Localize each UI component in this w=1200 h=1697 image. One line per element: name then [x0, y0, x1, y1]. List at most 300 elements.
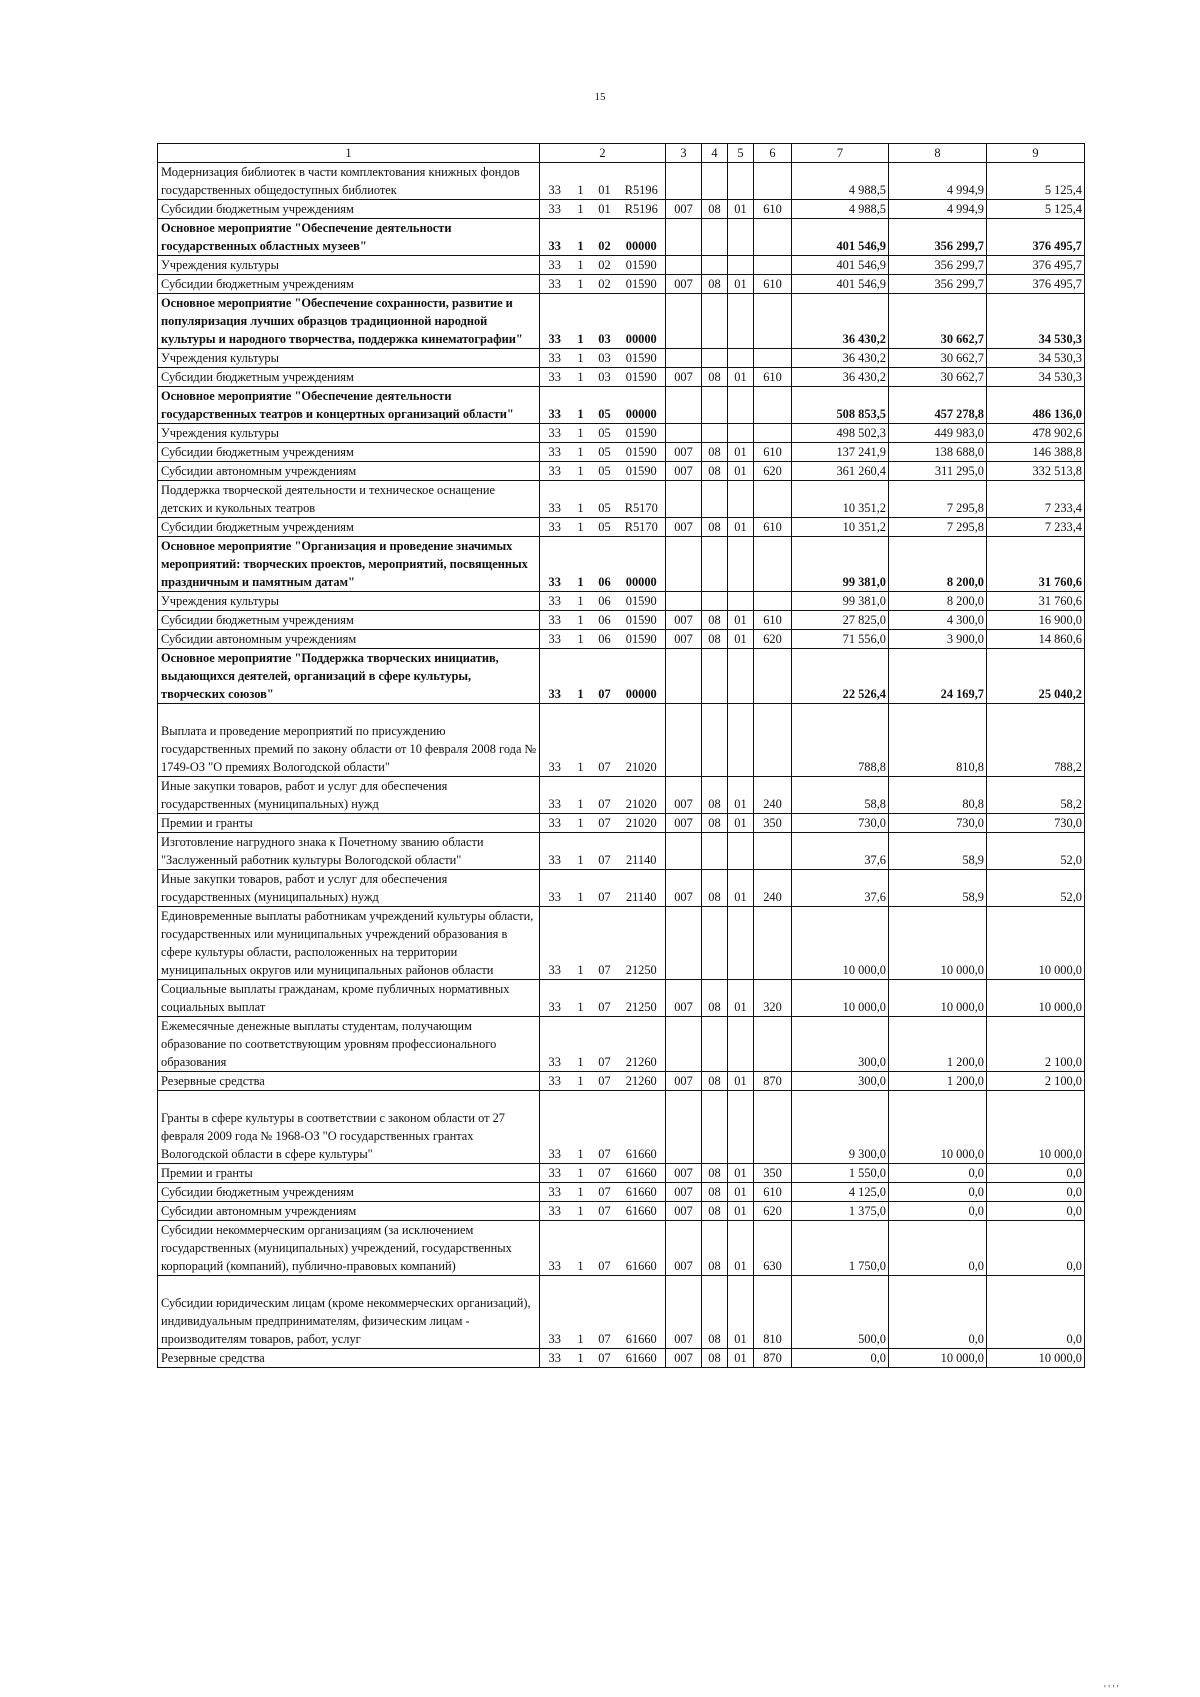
row-code-4: 61660: [618, 1183, 666, 1202]
row-class-3: [728, 592, 754, 611]
row-code-4: 01590: [618, 424, 666, 443]
row-amount-3: 478 902,6: [987, 424, 1085, 443]
row-class-2: [702, 219, 728, 256]
row-code-1: 33: [540, 256, 570, 275]
row-class-4: [754, 833, 792, 870]
row-class-1: [666, 219, 702, 256]
row-class-2: 08: [702, 275, 728, 294]
row-class-3: [728, 704, 754, 777]
row-class-1: 007: [666, 1183, 702, 1202]
row-code-1: 33: [540, 1202, 570, 1221]
row-code-3: 07: [592, 777, 618, 814]
row-amount-3: 10 000,0: [987, 1349, 1085, 1368]
row-code-4: 21020: [618, 704, 666, 777]
row-amount-2: 30 662,7: [889, 368, 987, 387]
row-code-2: 1: [570, 219, 592, 256]
table-row: [158, 349, 1085, 368]
row-amount-3: 34 530,3: [987, 349, 1085, 368]
row-code-2: 1: [570, 294, 592, 349]
row-class-1: 007: [666, 980, 702, 1017]
row-class-1: [666, 349, 702, 368]
row-class-4: [754, 592, 792, 611]
table-row: [158, 649, 1085, 704]
row-code-2: 1: [570, 200, 592, 219]
row-code-3: 07: [592, 1202, 618, 1221]
row-name: Основное мероприятие "Организация и проведение значимых мероприятий: творческих проектов, мероприятий, посвященных праздничным и памятным датам": [158, 537, 540, 592]
row-class-4: [754, 537, 792, 592]
row-code-2: 1: [570, 814, 592, 833]
row-class-3: [728, 481, 754, 518]
row-code-1: 33: [540, 163, 570, 200]
row-class-3: [728, 294, 754, 349]
row-amount-3: 7 233,4: [987, 518, 1085, 537]
row-amount-1: 99 381,0: [792, 537, 889, 592]
row-class-2: [702, 481, 728, 518]
row-name: Поддержка творческой деятельности и техническое оснащение детских и кукольных театров: [158, 481, 540, 518]
row-code-4: 00000: [618, 219, 666, 256]
row-amount-2: 58,9: [889, 833, 987, 870]
row-class-4: [754, 256, 792, 275]
row-code-2: 1: [570, 704, 592, 777]
row-amount-3: 16 900,0: [987, 611, 1085, 630]
row-class-4: 610: [754, 443, 792, 462]
row-class-1: 007: [666, 275, 702, 294]
row-class-4: [754, 349, 792, 368]
table-row: [158, 462, 1085, 481]
row-amount-3: 2 100,0: [987, 1017, 1085, 1072]
row-class-2: 08: [702, 368, 728, 387]
row-code-4: 61660: [618, 1276, 666, 1349]
row-class-3: 01: [728, 814, 754, 833]
row-class-2: 08: [702, 1221, 728, 1276]
row-code-4: 01590: [618, 462, 666, 481]
row-name: Основное мероприятие "Обеспечение сохранности, развитие и популяризация лучших образцов традиционной народной культуры и народного творчества, поддержка кинематографии": [158, 294, 540, 349]
table-row: [158, 1276, 1085, 1349]
row-code-1: 33: [540, 294, 570, 349]
row-amount-1: 58,8: [792, 777, 889, 814]
row-amount-1: 1 750,0: [792, 1221, 889, 1276]
row-class-2: [702, 294, 728, 349]
row-class-2: [702, 1091, 728, 1164]
table-row: [158, 219, 1085, 256]
row-amount-3: 730,0: [987, 814, 1085, 833]
row-code-1: 33: [540, 704, 570, 777]
row-code-1: 33: [540, 518, 570, 537]
table-row: [158, 256, 1085, 275]
row-code-2: 1: [570, 1091, 592, 1164]
row-amount-1: 9 300,0: [792, 1091, 889, 1164]
row-code-2: 1: [570, 387, 592, 424]
table-row: [158, 777, 1085, 814]
table-row: [158, 1091, 1085, 1164]
row-class-4: 620: [754, 1202, 792, 1221]
table-row: [158, 368, 1085, 387]
row-amount-1: 1 550,0: [792, 1164, 889, 1183]
row-name: Иные закупки товаров, работ и услуг для обеспечения государственных (муниципальных) нужд: [158, 870, 540, 907]
row-name: Премии и гранты: [158, 814, 540, 833]
row-code-3: 02: [592, 275, 618, 294]
table-row: [158, 481, 1085, 518]
row-amount-1: 10 000,0: [792, 907, 889, 980]
row-code-1: 33: [540, 1017, 570, 1072]
row-class-4: 610: [754, 275, 792, 294]
row-amount-2: 138 688,0: [889, 443, 987, 462]
row-amount-3: 0,0: [987, 1276, 1085, 1349]
row-name: Учреждения культуры: [158, 256, 540, 275]
row-class-4: 350: [754, 1164, 792, 1183]
row-class-1: [666, 649, 702, 704]
row-code-2: 1: [570, 777, 592, 814]
row-class-4: 610: [754, 1183, 792, 1202]
row-class-2: 08: [702, 443, 728, 462]
header-col-9: 9: [987, 144, 1085, 163]
row-amount-2: 0,0: [889, 1183, 987, 1202]
row-class-2: 08: [702, 980, 728, 1017]
row-amount-2: 58,9: [889, 870, 987, 907]
row-code-3: 07: [592, 1091, 618, 1164]
row-code-4: 01590: [618, 256, 666, 275]
row-class-2: [702, 256, 728, 275]
row-class-2: 08: [702, 611, 728, 630]
row-code-4: 01590: [618, 368, 666, 387]
row-amount-1: 1 375,0: [792, 1202, 889, 1221]
row-class-2: [702, 537, 728, 592]
row-code-4: 61660: [618, 1202, 666, 1221]
header-col-3: 3: [666, 144, 702, 163]
row-code-1: 33: [540, 200, 570, 219]
table-row: [158, 1164, 1085, 1183]
row-code-4: 01590: [618, 275, 666, 294]
row-class-1: [666, 537, 702, 592]
row-class-3: 01: [728, 1276, 754, 1349]
row-class-2: 08: [702, 814, 728, 833]
row-class-3: [728, 163, 754, 200]
row-code-1: 33: [540, 349, 570, 368]
table-row: [158, 424, 1085, 443]
row-class-3: 01: [728, 1349, 754, 1368]
row-amount-2: 449 983,0: [889, 424, 987, 443]
row-code-2: 1: [570, 443, 592, 462]
row-class-2: 08: [702, 200, 728, 219]
row-class-2: [702, 649, 728, 704]
row-class-1: [666, 387, 702, 424]
table-row: [158, 275, 1085, 294]
row-code-1: 33: [540, 275, 570, 294]
row-amount-1: 99 381,0: [792, 592, 889, 611]
row-class-3: [728, 649, 754, 704]
row-name: Единовременные выплаты работникам учреждений культуры области, государственных или муниципальных учреждений образования в сфере культуры области, расположенных на территории муниципальных округов или муниципальных районов области: [158, 907, 540, 980]
row-class-2: [702, 907, 728, 980]
row-code-3: 07: [592, 907, 618, 980]
row-amount-3: 486 136,0: [987, 387, 1085, 424]
row-class-3: [728, 349, 754, 368]
row-code-3: 03: [592, 368, 618, 387]
row-code-4: 21140: [618, 870, 666, 907]
row-name: Премии и гранты: [158, 1164, 540, 1183]
row-code-1: 33: [540, 649, 570, 704]
row-class-3: [728, 424, 754, 443]
row-class-3: [728, 256, 754, 275]
row-name: Основное мероприятие "Обеспечение деятельности государственных театров и концертных организаций области": [158, 387, 540, 424]
row-class-1: 007: [666, 462, 702, 481]
row-class-4: 610: [754, 518, 792, 537]
row-class-2: 08: [702, 777, 728, 814]
row-amount-1: 788,8: [792, 704, 889, 777]
row-amount-1: 498 502,3: [792, 424, 889, 443]
row-class-4: 240: [754, 870, 792, 907]
row-code-4: R5170: [618, 481, 666, 518]
row-class-3: 01: [728, 870, 754, 907]
row-code-4: 01590: [618, 592, 666, 611]
row-class-1: [666, 592, 702, 611]
row-class-3: 01: [728, 368, 754, 387]
row-class-4: [754, 294, 792, 349]
row-code-4: 21250: [618, 980, 666, 1017]
row-name: Гранты в сфере культуры в соответствии с законом области от 27 февраля 2009 года № 1968-ОЗ "О государственных грантах Вологодской области в сфере культуры": [158, 1091, 540, 1164]
row-code-3: 07: [592, 1164, 618, 1183]
row-code-1: 33: [540, 368, 570, 387]
row-amount-2: 4 994,9: [889, 163, 987, 200]
row-class-1: [666, 481, 702, 518]
row-code-3: 05: [592, 462, 618, 481]
row-amount-2: 4 994,9: [889, 200, 987, 219]
row-code-3: 07: [592, 870, 618, 907]
row-amount-1: 10 000,0: [792, 980, 889, 1017]
row-name: Субсидии юридическим лицам (кроме некоммерческих организаций), индивидуальным предпринимателям, физическим лицам - производителям товаров, работ, услуг: [158, 1276, 540, 1349]
row-amount-1: 4 988,5: [792, 200, 889, 219]
row-code-1: 33: [540, 1349, 570, 1368]
row-amount-3: 0,0: [987, 1202, 1085, 1221]
row-class-1: 007: [666, 814, 702, 833]
row-class-4: [754, 649, 792, 704]
row-name: Субсидии бюджетным учреждениям: [158, 275, 540, 294]
row-class-4: [754, 1091, 792, 1164]
row-code-1: 33: [540, 1221, 570, 1276]
row-name: Субсидии бюджетным учреждениям: [158, 443, 540, 462]
row-code-1: 33: [540, 443, 570, 462]
row-amount-2: 30 662,7: [889, 294, 987, 349]
row-code-4: 61660: [618, 1091, 666, 1164]
row-amount-1: 36 430,2: [792, 368, 889, 387]
row-amount-1: 0,0: [792, 1349, 889, 1368]
row-amount-2: 10 000,0: [889, 907, 987, 980]
row-class-1: [666, 833, 702, 870]
row-code-3: 06: [592, 611, 618, 630]
margin-mark: ' ' ' ': [1104, 1684, 1119, 1695]
row-amount-3: 0,0: [987, 1164, 1085, 1183]
row-name: Резервные средства: [158, 1349, 540, 1368]
row-amount-3: 5 125,4: [987, 200, 1085, 219]
row-code-1: 33: [540, 907, 570, 980]
row-code-3: 03: [592, 294, 618, 349]
header-col-1: 1: [158, 144, 540, 163]
row-name: Субсидии бюджетным учреждениям: [158, 368, 540, 387]
row-code-1: 33: [540, 777, 570, 814]
row-amount-2: 810,8: [889, 704, 987, 777]
header-col-2: 2: [540, 144, 666, 163]
row-amount-1: 300,0: [792, 1017, 889, 1072]
row-class-3: 01: [728, 980, 754, 1017]
row-class-1: [666, 704, 702, 777]
row-class-4: [754, 163, 792, 200]
row-code-3: 07: [592, 1349, 618, 1368]
row-amount-2: 10 000,0: [889, 980, 987, 1017]
row-class-2: 08: [702, 630, 728, 649]
row-class-2: [702, 424, 728, 443]
row-code-2: 1: [570, 275, 592, 294]
row-amount-2: 457 278,8: [889, 387, 987, 424]
row-class-2: [702, 349, 728, 368]
row-amount-1: 22 526,4: [792, 649, 889, 704]
row-class-1: 007: [666, 1276, 702, 1349]
row-class-3: 01: [728, 518, 754, 537]
row-code-2: 1: [570, 1072, 592, 1091]
table-row: [158, 1349, 1085, 1368]
row-code-3: 07: [592, 980, 618, 1017]
row-class-3: 01: [728, 443, 754, 462]
row-class-4: [754, 1017, 792, 1072]
row-code-1: 33: [540, 1072, 570, 1091]
row-code-3: 05: [592, 481, 618, 518]
row-code-2: 1: [570, 481, 592, 518]
row-amount-3: 52,0: [987, 870, 1085, 907]
row-code-3: 05: [592, 443, 618, 462]
row-amount-2: 356 299,7: [889, 219, 987, 256]
table-row: [158, 1072, 1085, 1091]
row-code-4: 01590: [618, 443, 666, 462]
row-code-1: 33: [540, 980, 570, 1017]
row-class-3: 01: [728, 200, 754, 219]
row-amount-1: 36 430,2: [792, 349, 889, 368]
row-code-4: 21020: [618, 814, 666, 833]
row-class-1: [666, 907, 702, 980]
row-class-2: 08: [702, 518, 728, 537]
row-class-1: [666, 256, 702, 275]
row-code-3: 06: [592, 537, 618, 592]
row-code-4: R5196: [618, 163, 666, 200]
row-class-1: [666, 424, 702, 443]
row-amount-1: 36 430,2: [792, 294, 889, 349]
table-row: [158, 630, 1085, 649]
table-row: [158, 518, 1085, 537]
row-code-2: 1: [570, 1202, 592, 1221]
row-code-2: 1: [570, 630, 592, 649]
row-code-2: 1: [570, 592, 592, 611]
row-code-3: 07: [592, 649, 618, 704]
table-row: [158, 537, 1085, 592]
row-class-3: 01: [728, 777, 754, 814]
row-class-1: 007: [666, 777, 702, 814]
row-amount-2: 3 900,0: [889, 630, 987, 649]
row-code-3: 07: [592, 1221, 618, 1276]
row-code-4: 00000: [618, 387, 666, 424]
row-name: Резервные средства: [158, 1072, 540, 1091]
row-code-3: 05: [592, 424, 618, 443]
row-code-2: 1: [570, 870, 592, 907]
row-amount-2: 24 169,7: [889, 649, 987, 704]
row-amount-2: 8 200,0: [889, 537, 987, 592]
row-class-2: [702, 592, 728, 611]
table-row: [158, 980, 1085, 1017]
row-class-1: [666, 1017, 702, 1072]
row-amount-2: 10 000,0: [889, 1349, 987, 1368]
row-amount-3: 34 530,3: [987, 368, 1085, 387]
table-row: [158, 1183, 1085, 1202]
row-code-2: 1: [570, 833, 592, 870]
row-class-3: [728, 1017, 754, 1072]
row-code-1: 33: [540, 462, 570, 481]
row-amount-3: 0,0: [987, 1221, 1085, 1276]
row-class-4: 320: [754, 980, 792, 1017]
row-class-1: 007: [666, 630, 702, 649]
row-class-4: [754, 219, 792, 256]
row-code-3: 07: [592, 814, 618, 833]
row-class-4: 870: [754, 1349, 792, 1368]
row-code-3: 03: [592, 349, 618, 368]
row-amount-2: 1 200,0: [889, 1072, 987, 1091]
row-code-1: 33: [540, 537, 570, 592]
row-amount-2: 356 299,7: [889, 256, 987, 275]
row-class-4: 810: [754, 1276, 792, 1349]
budget-table: [157, 143, 1085, 1368]
row-amount-3: 788,2: [987, 704, 1085, 777]
row-code-2: 1: [570, 1276, 592, 1349]
row-name: Субсидии бюджетным учреждениям: [158, 1183, 540, 1202]
row-code-3: 07: [592, 704, 618, 777]
row-amount-3: 146 388,8: [987, 443, 1085, 462]
table-row: [158, 1221, 1085, 1276]
row-name: Учреждения культуры: [158, 424, 540, 443]
row-code-3: 07: [592, 1072, 618, 1091]
row-class-1: 007: [666, 1164, 702, 1183]
row-name: Учреждения культуры: [158, 349, 540, 368]
table-row: [158, 200, 1085, 219]
row-class-4: 630: [754, 1221, 792, 1276]
row-amount-1: 4 988,5: [792, 163, 889, 200]
row-code-1: 33: [540, 1183, 570, 1202]
header-col-5: 5: [728, 144, 754, 163]
row-amount-3: 34 530,3: [987, 294, 1085, 349]
row-class-1: 007: [666, 1349, 702, 1368]
row-class-3: 01: [728, 1221, 754, 1276]
row-code-3: 07: [592, 1276, 618, 1349]
row-class-2: 08: [702, 1183, 728, 1202]
header-col-6: 6: [754, 144, 792, 163]
row-amount-1: 401 546,9: [792, 219, 889, 256]
row-class-2: 08: [702, 1164, 728, 1183]
row-code-2: 1: [570, 611, 592, 630]
row-code-1: 33: [540, 1276, 570, 1349]
row-amount-3: 31 760,6: [987, 592, 1085, 611]
row-amount-1: 730,0: [792, 814, 889, 833]
row-amount-3: 7 233,4: [987, 481, 1085, 518]
row-amount-2: 0,0: [889, 1221, 987, 1276]
row-amount-2: 30 662,7: [889, 349, 987, 368]
row-code-2: 1: [570, 424, 592, 443]
table-row: [158, 704, 1085, 777]
row-class-3: 01: [728, 1202, 754, 1221]
row-class-3: 01: [728, 1183, 754, 1202]
header-col-8: 8: [889, 144, 987, 163]
table-header-row: [158, 144, 1085, 163]
row-amount-2: 0,0: [889, 1276, 987, 1349]
row-class-1: 007: [666, 1202, 702, 1221]
header-col-4: 4: [702, 144, 728, 163]
row-name: Субсидии автономным учреждениям: [158, 630, 540, 649]
row-class-4: [754, 387, 792, 424]
row-amount-3: 10 000,0: [987, 907, 1085, 980]
row-code-1: 33: [540, 424, 570, 443]
